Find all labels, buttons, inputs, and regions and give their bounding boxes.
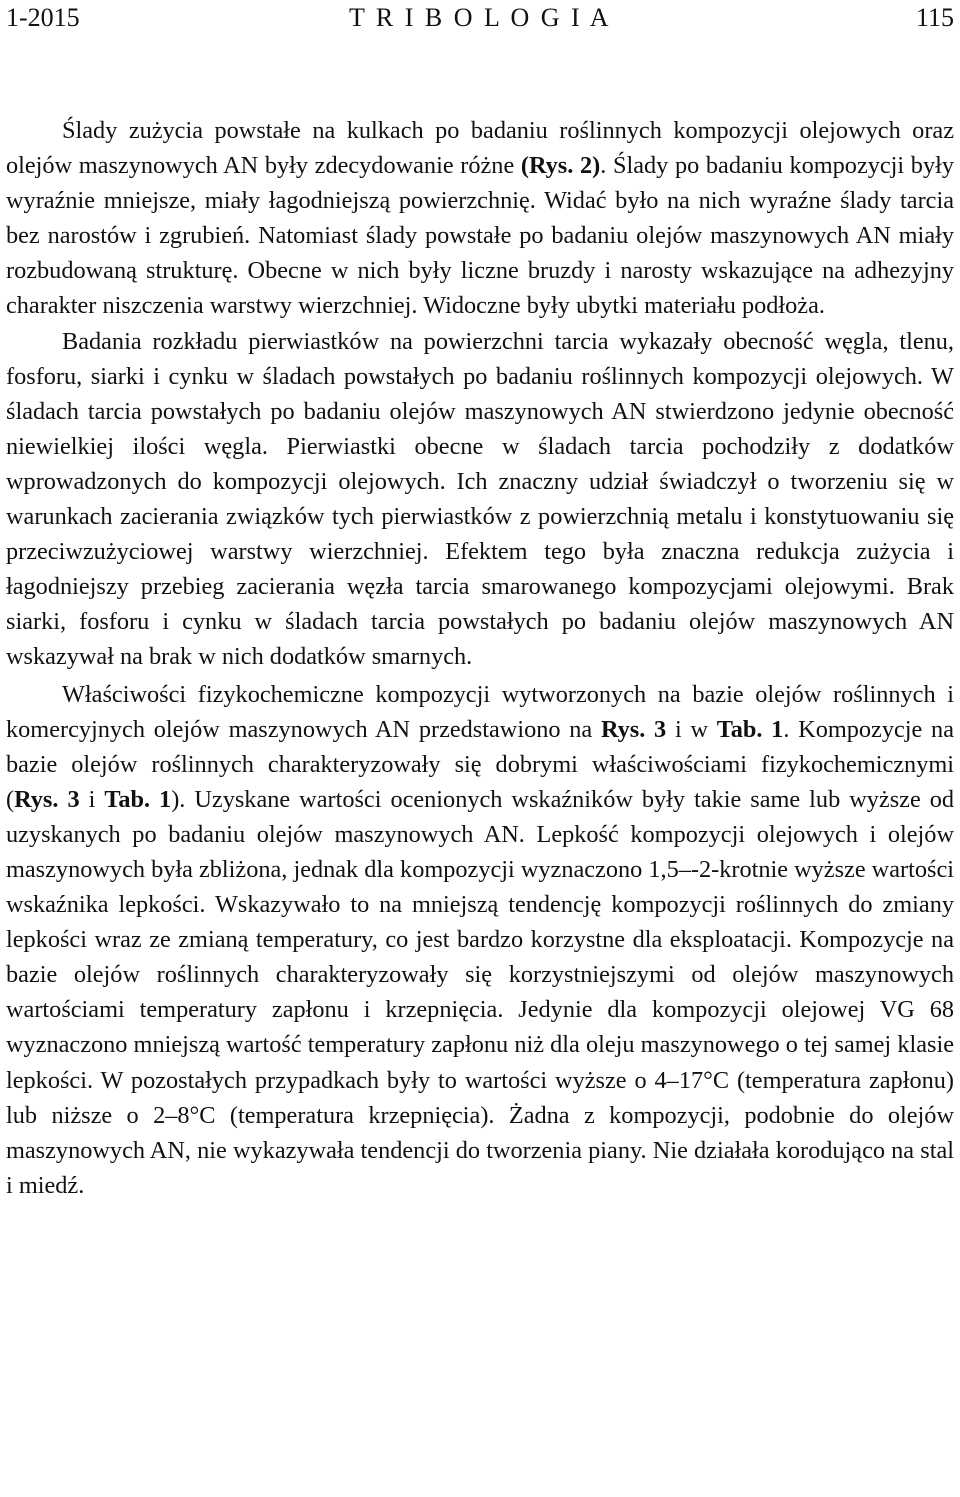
reference-label: Rys. 3 [14, 785, 80, 813]
text-run: i w [666, 715, 717, 743]
reference-label: Rys. 3 [600, 715, 667, 743]
page-number: 115 [915, 3, 954, 32]
reference-label: (Rys. 2) [520, 152, 601, 180]
text-run: i [79, 785, 105, 813]
body-text [6, 113, 954, 1203]
journal-title: T R I B O L O G I A [349, 3, 611, 32]
text-run: . Ślady po badaniu kompozycji były wyraźnie mniejsze, miały łagodniejszą powierzchnię. Widać było na nich wyraźne ślady tarcia bez narostów i zgrubień. Natomiast ślady powstałe po badaniu olejów maszynowych AN miały rozbudowaną strukturę. Obecne w nich były liczne bruzdy i narosty wskazujące na adhezyjny charakter niszczenia warstwy wierzchniej. Widoczne były ubytki materiału podłoża. [6, 152, 955, 320]
text-run: Właściwości fizykochemiczne kompozycji wytworzonych na bazie olejów roślinnych i komercyjnych olejów maszynowych AN przedstawiono na [6, 680, 954, 743]
issue-label: 1-2015 [6, 3, 80, 32]
paragraph [6, 324, 954, 675]
running-header [0, 0, 960, 36]
paragraph [6, 677, 954, 1203]
paragraph [6, 113, 954, 324]
reference-label: Tab. 1 [716, 715, 784, 743]
text-run: ). Uzyskane wartości ocenionych wskaźników były takie same lub wyższe od uzyskanych po badaniu olejów maszynowych AN. Lepkość kompozycji olejowych i olejów maszynowych była zbliżona, jednak dla kompozycji wyznaczono 1,5–‑2-krotnie wyższe wartości wskaźnika lepkości. Wskazywało to na mniejszą tendencję kompozycji roślinnych do zmiany lepkości wraz ze zmianą temperatury, co jest bardzo korzystne dla eksploatacji. Kompozycje na bazie olejów roślinnych charakteryzowały się korzystniejszymi od olejów maszynowych wartościami temperatury zapłonu i krzepnięcia. Jedynie dla kompozycji olejowej VG 68 wyznaczono mniejszą wartość temperatury zapłonu niż dla oleju maszynowego o tej samej klasie lepkości. W pozostałych przypadkach były to wartości wyższe o 4–17°C (temperatura zapłonu) lub niższe o 2–8°C (temperatura krzepnięcia). Żadna z kompozycji, podobnie do olejów maszynowych AN, nie wykazywała tendencji do tworzenia piany. Nie działała korodująco na stal i miedź. [6, 785, 955, 1199]
text-run: Badania rozkładu pierwiastków na powierzchni tarcia wykazały obecność węgla, tlenu, fosforu, siarki i cynku w śladach powstałych po badaniu roślinnych kompozycji olejowych. W śladach tarcia powstałych po badaniu olejów maszynowych AN stwierdzono jedynie obecność niewielkiej ilości węgla. Pierwiastki obecne w śladach tarcia pochodziły z dodatków wprowadzonych do kompozycji olejowych. Ich znaczny udział świadczył o tworzeniu się w warunkach zacierania związków tych pierwiastków z powierzchnią metalu i konstytuowaniu się przeciwzużyciowej warstwy wierzchniej. Efektem tego była znaczna redukcja zużycia i łagodniejszy przebieg zacierania węzła tarcia smarowanego kompozycjami olejowymi. Brak siarki, fosforu i cynku w śladach tarcia powstałych po badaniu olejów maszynowych AN wskazywał na brak w nich dodatków smarnych. [6, 327, 954, 671]
text-run: . Kompozycje na bazie olejów roślinnych charakteryzowały się dobrymi właściwościami fizykochemicznymi ( [6, 715, 954, 813]
reference-label: Tab. 1 [104, 785, 172, 813]
text-run: Ślady zużycia powstałe na kulkach po badaniu roślinnych kompozycji olejowych oraz olejów maszynowych AN były zdecydowanie różne [6, 117, 954, 180]
